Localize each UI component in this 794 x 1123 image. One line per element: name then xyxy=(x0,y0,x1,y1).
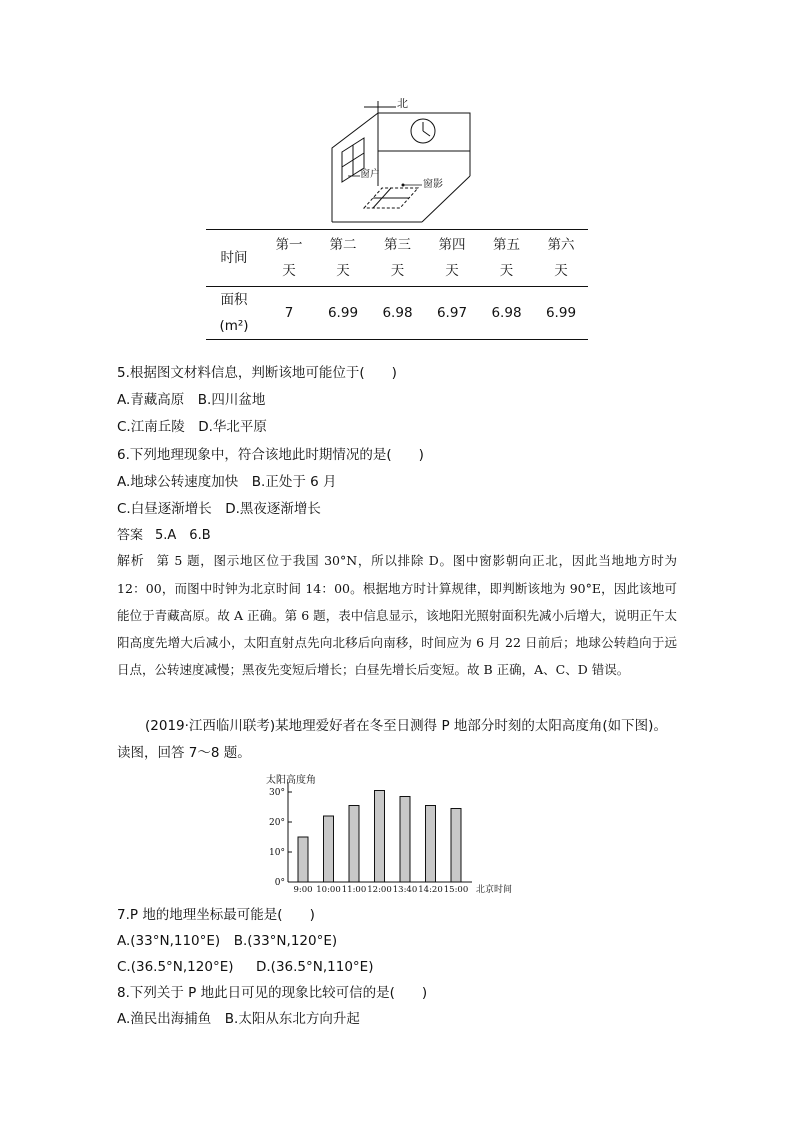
y-tick-label: 10° xyxy=(269,848,285,858)
day-1-line1: 第一 xyxy=(275,237,303,253)
x-tick-label: 13:40 xyxy=(392,885,418,895)
explanation-label: 解析 xyxy=(117,554,145,569)
q7-stem: 7.P 地的地理坐标最可能是( ) xyxy=(117,907,315,923)
bar xyxy=(451,809,461,883)
x-tick-label: 15:00 xyxy=(443,885,469,895)
y-tick-label: 30° xyxy=(269,788,285,798)
q7-8-intro: (2019·江西临川联考)某地理爱好者在冬至日测得 P 地部分时刻的太阳高度角(如下图)。读图，回答 7～8 题。 xyxy=(117,718,667,761)
header-label: 时间 xyxy=(220,250,248,266)
day-1-line2: 天 xyxy=(282,263,296,279)
table-cell: 6.98 xyxy=(370,287,425,340)
table-cell: 6.97 xyxy=(425,287,479,340)
table-day-cell xyxy=(316,230,370,287)
north-label: 北 xyxy=(397,97,408,110)
shadow-area-table xyxy=(206,229,588,340)
chart-svg xyxy=(262,770,524,895)
answer-text: 5.A 6.B xyxy=(155,528,211,543)
day-6-line1: 第六 xyxy=(547,237,575,253)
table-day-cell xyxy=(425,230,479,287)
table-header-row xyxy=(206,230,588,287)
day-3-line2: 天 xyxy=(390,263,405,279)
table-row-label xyxy=(206,287,262,340)
day-4-line2: 天 xyxy=(445,263,459,279)
window-label: 窗户 xyxy=(360,169,380,180)
table-cell: 7 xyxy=(262,287,316,340)
day-2-line2: 天 xyxy=(336,263,350,279)
table-header-cell xyxy=(206,230,262,287)
left-wall xyxy=(332,113,378,222)
x-tick-label: 12:00 xyxy=(367,885,392,895)
q8-options-ab: A.渔民出海捕鱼 B.太阳从东北方向升起 xyxy=(117,1011,360,1027)
answer-line xyxy=(117,527,211,545)
day-5-line1: 第五 xyxy=(493,237,520,253)
day-3-line1: 第三 xyxy=(384,237,411,253)
x-axis-label: 北京时间 xyxy=(476,885,513,895)
bar xyxy=(375,791,385,883)
bar xyxy=(426,806,436,883)
bar xyxy=(298,837,308,882)
day-2-line1: 第二 xyxy=(329,237,357,253)
sun-altitude-chart xyxy=(262,770,524,895)
q7-option-d: D.(36.5°N,110°E) xyxy=(256,959,374,975)
shadow-label: 窗影 xyxy=(423,179,443,190)
y-tick-label: 0° xyxy=(274,878,285,888)
q8-stem: 8.下列关于 P 地此日可见的现象比较可信的是( ) xyxy=(117,985,428,1001)
table-day-cell xyxy=(370,230,425,287)
room-diagram xyxy=(318,96,498,226)
explanation-text: 第 5 题，图示地区位于我国 30°N，所以排除 D。图中窗影朝向正北，因此当地地方时为 12：00，而图中时钟为北京时间 14：00。根据地方时计算规律，即判断该地为 90°E，因此该地可能位于青藏高原。故 A 正确。第 6 题，表中信息显示，该地阳光照射面积先减小后增大，说明正午太阳高度先增大后减小，太阳直射点先向北移后向南移，时间应为 6 月 22 日前后；地球公转趋向于远日点，公转速度减慢；黑夜先变短后增长；白昼先增长后变短。故 B 正确，A、C、D 错误。 xyxy=(117,553,677,677)
q5-stem: 5.根据图文材料信息，判断该地可能位于( ) xyxy=(117,365,397,381)
table-day-cell xyxy=(262,230,316,287)
room-diagram-svg xyxy=(318,96,498,226)
q7-options-ab: A.(33°N,110°E) B.(33°N,120°E) xyxy=(117,933,338,949)
explanation xyxy=(117,547,677,683)
q6-options-cd: C.白昼逐渐增长 D.黑夜逐渐增长 xyxy=(117,501,321,517)
day-5-line2: 天 xyxy=(499,263,514,279)
bar xyxy=(400,797,410,883)
x-tick-label: 9:00 xyxy=(293,885,313,895)
bar xyxy=(324,816,334,882)
table-day-cell xyxy=(534,230,588,287)
q5-options-cd: C.江南丘陵 D.华北平原 xyxy=(117,419,267,435)
q6-options-ab: A.地球公转速度加快 B.正处于 6 月 xyxy=(117,474,337,490)
table-cell: 6.99 xyxy=(534,287,588,340)
table-cell: 6.99 xyxy=(316,287,370,340)
table-cell: 6.98 xyxy=(479,287,534,340)
y-axis-label: 太阳高度角 xyxy=(266,775,316,786)
day-6-line2: 天 xyxy=(554,263,568,279)
q6-stem: 6.下列地理现象中，符合该地此时期情况的是( ) xyxy=(117,447,424,463)
y-tick-label: 20° xyxy=(269,818,285,828)
table-row xyxy=(206,287,588,340)
q7-option-c: C.(36.5°N,120°E) xyxy=(117,959,234,975)
row-label-line1: 面积 xyxy=(220,292,248,308)
answer-label: 答案 xyxy=(117,528,144,543)
row-label-line2: (m²) xyxy=(219,318,249,334)
bar xyxy=(349,806,359,883)
q5-options-ab: A.青藏高原 B.四川盆地 xyxy=(117,392,266,408)
day-4-line1: 第四 xyxy=(438,237,466,253)
x-tick-label: 10:00 xyxy=(316,885,341,895)
x-tick-label: 11:00 xyxy=(341,885,367,895)
x-tick-label: 14:20 xyxy=(418,885,443,895)
table-day-cell xyxy=(479,230,534,287)
